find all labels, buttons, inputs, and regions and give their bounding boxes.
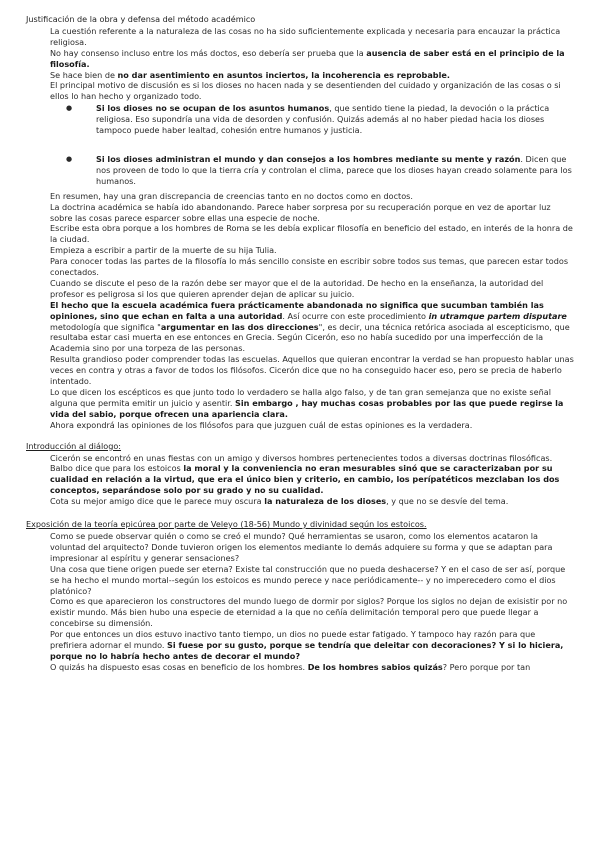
- paragraph: Se hace bien de no dar asentimiento en asuntos inciertos, la incoherencia es reprobable.: [50, 69, 450, 80]
- paragraph: Para conocer todas las partes de la filosofía lo más sencillo consiste en escribir sobre todos sus temas, que parecen estar todos conectados.: [50, 256, 569, 278]
- paragraph: Como se puede observar quién o como se creó el mundo? Qué herramientas se usaron, como los elementos acataron la voluntad del arquitecto? Donde tuvieron origen los elementos mediante lo demás adquiere su forma y que se adaptan para impresionar al espíritu y generar sensaciones?: [50, 530, 553, 563]
- paragraph: La cuestión referente a la naturaleza de las cosas no ha sido suficientemente explicada y necesaria para encauzar la práctica religiosa.: [50, 25, 561, 47]
- section-heading: Justificación de la obra y defensa del método académico: [26, 14, 256, 24]
- paragraph: Cuando se discute el peso de la razón debe ser mayor que el de la autoridad. De hecho en la enseñanza, la autoridad del profesor es peligrosa si los que quieren aprender dejan de aplicar su juicio.: [50, 277, 544, 299]
- paragraph: Una cosa que tiene origen puede ser eterna? Existe tal construcción que no pueda deshacerse? Y en el caso de ser así, porque se ha hecho el mundo mortal--según los estoicos es mundo perece y nace periódicamente-- y no imperecedero como el dios platónico?: [50, 563, 566, 596]
- section-exposicion: [26, 519, 574, 673]
- paragraph: Escribe esta obra porque a los hombres de Roma se les debía explicar filosofía en beneficio del estado, en interés de la honra de la ciudad.: [50, 223, 573, 245]
- paragraph: Lo que dicen los escépticos es que junto todo lo verdadero se halla algo falso, y de tan gran semejanza que no existe señal alguna que permita emitir un juicio y asentir. Sin embargo , hay muchas cosas probables por las que puede regirse la vida del sabio, porque ofrecen una apariencia clara.: [50, 387, 564, 419]
- paragraph: Como es que aparecieron los constructores del mundo luego de dormir por siglos? Porque los siglos no dejan de exisistir por no existir mundo. Más bien hubo una especie de eternidad a la que no ceñía delimitación temporal pero que puede llegar a concebirse su dimensión.: [50, 596, 568, 629]
- paragraph: Cota su mejor amigo dice que le parece muy oscura la naturaleza de los dioses, y que no se desvíe del tema.: [50, 496, 509, 507]
- paragraph: En resumen, hay una gran discrepancia de creencias tanto en no doctos como en doctos.: [50, 190, 413, 201]
- paragraph: Resulta grandioso poder comprender todas las escuelas. Aquellos que quieran encontrar la verdad se han propuesto hablar unas veces en contra y otras a favor de todos los filósofos. Cicerón dice que no ha conseguido hacer eso, pero se precia de haberlo intentado.: [50, 354, 574, 387]
- bullet-list: [26, 103, 574, 186]
- paragraph: El principal motivo de discusión es si los dioses no hacen nada y se desentienden del cuidado y organización de las cosas o si ellos lo han hecho y organizado todo.: [50, 80, 561, 102]
- paragraph: El hecho que la escuela académica fuera prácticamente abandonada no significa que sucumban también las opiniones, sino que echan en falta a una autoridad. Así ocurre con este procedimiento in utramque partem disputare metodología que significa "argumentar en las dos direcciones", es decir, una técnica retórica asociada al escepticismo, que resultaba estar casi muerta en ese entonces en Grecia. Según Cicerón, eso no había sucedido por una imperfección de la Academia sino por una torpeza de las personas.: [50, 299, 570, 354]
- bullet-item: ● Si los dioses administran el mundo y dan consejos a los hombres mediante su mente y razón. Dicen que nos proveen de todo lo que la tierra cría y controlan el clima, parece que los dioses hayan creado solamente para los humanos.: [96, 154, 574, 187]
- section-justificacion: [26, 14, 574, 431]
- paragraph: O quizás ha dispuesto esas cosas en beneficio de los hombres. De los hombres sabios quizás? Pero porque por tan: [50, 661, 531, 672]
- section-heading: Exposición de la teoría epicúrea por parte de Veleyo (18-56) Mundo y divinidad según los estoicos.: [26, 519, 427, 530]
- paragraph: Empieza a escribir a partir de la muerte de su hija Tulia.: [50, 245, 277, 256]
- paragraph: La doctrina académica se había ido abandonando. Parece haber sorpresa por su recuperación porque en vez de aportar luz sobre las cosas parece esparcer sobre ellas una especie de noche.: [50, 201, 551, 223]
- paragraph: Por que entonces un dios estuvo inactivo tanto tiempo, un dios no puede estar fatigado. Y tampoco hay razón para que prefiriera adornar el mundo. Si fuese por su gusto, porque se tendría que deleitar con decoraciones? Y si lo hiciera, porque no lo habría hecho antes de decorar el mundo?: [50, 629, 564, 661]
- bullet-item: ● Si los dioses no se ocupan de los asuntos humanos, que sentido tiene la piedad, la devoción o la práctica religiosa. Eso supondría una vida de desorden y confusión. Quizás además al no haber piedad hacia los dioses tampoco puede haber lealtad, cohesión entre humanos y justicia.: [96, 103, 574, 136]
- paragraph: Ahora expondrá las opiniones de los filósofos para que juzguen cuál de estas opiniones es la verdadera.: [50, 419, 473, 430]
- section-introduccion: [26, 441, 574, 507]
- paragraph: Cicerón se encontró en unas fiestas con un amigo y diversos hombres pertenecientes todos a diversas doctrinas filosóficas.: [50, 452, 553, 463]
- section-heading: Introducción al diálogo:: [26, 440, 122, 451]
- paragraph: No hay consenso incluso entre los más doctos, eso debería ser prueba que la ausencia de saber está en el principio de la filosofía.: [50, 47, 565, 69]
- paragraph: Balbo dice que para los estoicos la moral y la conveniencia no eran mesurables sinó que se caracterizaban por su cualidad en relación a la virtud, que era el único bien y criterio, en cambio, los perípatéticos mezclaban los dos conceptos, separándose solo por su grado y no su cualidad.: [50, 463, 560, 496]
